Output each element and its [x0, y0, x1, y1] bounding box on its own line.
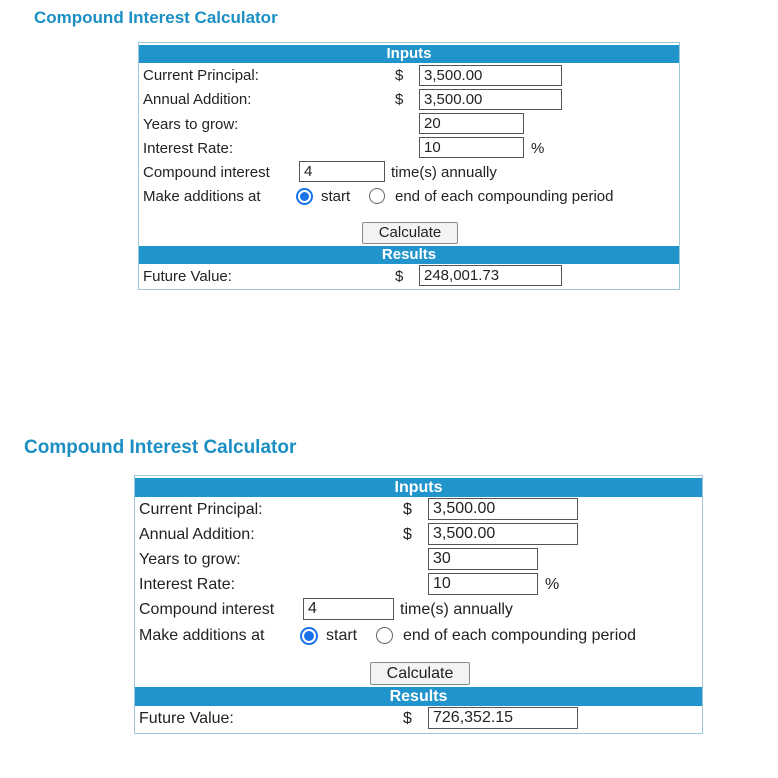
additions-label: Make additions at [143, 188, 261, 205]
years-label: Years to grow: [143, 116, 239, 133]
calculator-panel [138, 42, 680, 290]
addition-currency: $ [395, 91, 404, 108]
principal-input[interactable]: 3,500.00 [428, 498, 578, 520]
results-header: Results [135, 687, 702, 706]
compound-input[interactable]: 4 [299, 161, 385, 182]
years-input[interactable]: 20 [419, 113, 524, 134]
end-option-label: end of each compounding period [403, 627, 637, 644]
compound-suffix: time(s) annually [400, 601, 513, 618]
future-value-output[interactable]: 248,001.73 [419, 265, 562, 286]
years-input[interactable]: 30 [428, 548, 538, 570]
calculator-2 [0, 430, 778, 750]
future-value-label: Future Value: [143, 268, 232, 285]
start-option-label: start [321, 188, 351, 205]
future-value-output[interactable]: 726,352.15 [428, 707, 578, 729]
inputs-header: Inputs [139, 45, 679, 63]
compound-suffix: time(s) annually [391, 164, 497, 181]
additions-label: Make additions at [139, 627, 265, 644]
compound-label: Compound interest [143, 164, 270, 181]
calculator-title: Compound Interest Calculator [34, 8, 278, 27]
addition-label: Annual Addition: [139, 526, 255, 543]
addition-currency: $ [403, 526, 412, 543]
rate-label: Interest Rate: [143, 140, 234, 157]
rate-label: Interest Rate: [139, 576, 236, 593]
principal-label: Current Principal: [139, 501, 263, 518]
start-radio[interactable] [296, 188, 313, 205]
future-value-currency: $ [395, 268, 404, 285]
addition-input[interactable]: 3,500.00 [419, 89, 562, 110]
calculate-button[interactable]: Calculate [362, 222, 458, 244]
future-value-currency: $ [403, 710, 412, 727]
rate-unit: % [545, 576, 560, 593]
addition-label: Annual Addition: [143, 91, 252, 108]
end-radio[interactable] [369, 188, 385, 204]
principal-label: Current Principal: [143, 67, 259, 84]
principal-currency: $ [403, 501, 412, 518]
principal-input[interactable]: 3,500.00 [419, 65, 562, 86]
rate-input[interactable]: 10 [419, 137, 524, 158]
rate-unit: % [531, 140, 545, 157]
inputs-header: Inputs [135, 478, 702, 497]
addition-input[interactable]: 3,500.00 [428, 523, 578, 545]
years-label: Years to grow: [139, 551, 241, 568]
end-option-label: end of each compounding period [395, 188, 614, 205]
end-radio[interactable] [376, 627, 393, 644]
calculator-1 [0, 0, 778, 300]
principal-currency: $ [395, 67, 404, 84]
rate-input[interactable]: 10 [428, 573, 538, 595]
results-header: Results [139, 246, 679, 264]
start-option-label: start [326, 627, 358, 644]
calculator-title: Compound Interest Calculator [24, 437, 297, 458]
calculator-panel [134, 475, 703, 734]
compound-input[interactable]: 4 [303, 598, 394, 620]
start-radio[interactable] [300, 627, 318, 645]
future-value-label: Future Value: [139, 710, 234, 727]
calculate-button[interactable]: Calculate [370, 662, 470, 685]
compound-label: Compound interest [139, 601, 275, 618]
